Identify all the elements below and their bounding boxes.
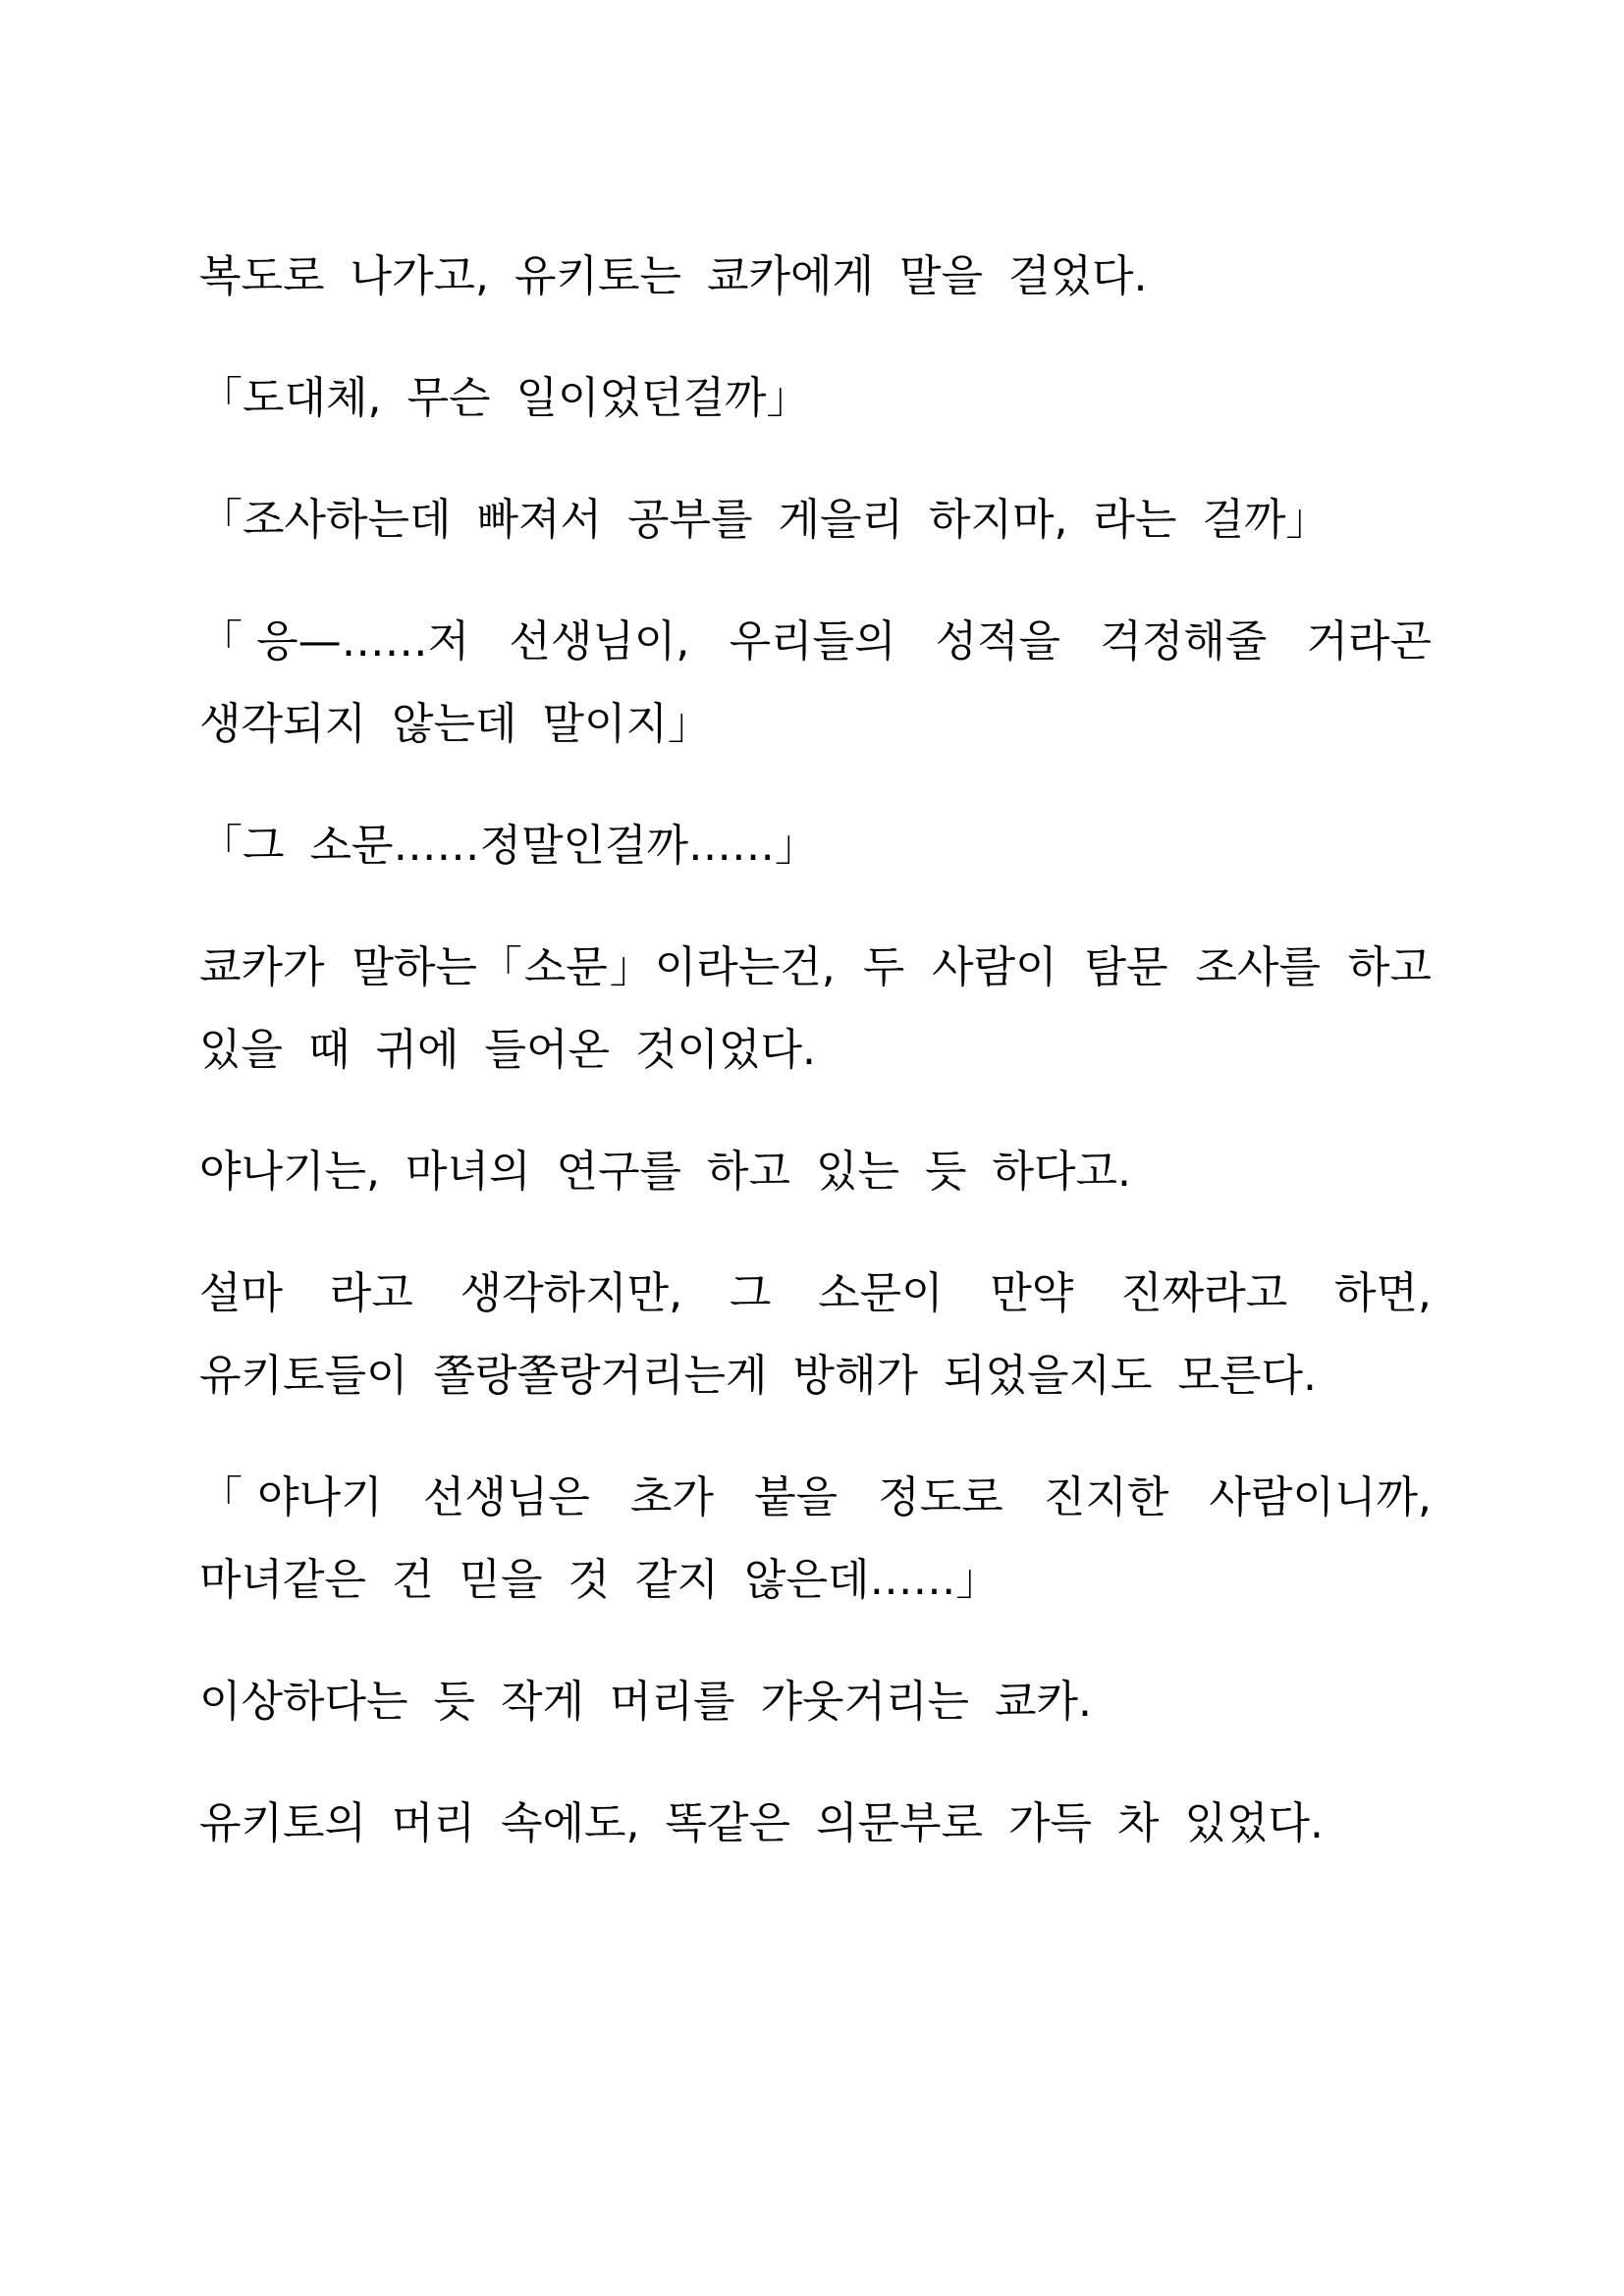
paragraph-8: 설마 라고 생각하지만, 그 소문이 만약 진짜라고 하면, 유키토들이 쫄랑쫄랑거리는게 방해가 되었을지도 모른다. [199,1268,1432,1401]
paragraph-4: 「응—……저 선생님이, 우리들의 성적을 걱정해줄 거라곤 생각되지 않는데 말이지」 [199,616,1432,749]
paragraph-5: 「그 소문……정말인걸까……」 [199,821,819,871]
paragraph-6: 쿄카가 말하는「소문」이라는건, 두 사람이 탐문 조사를 하고 있을 때 귀에 들어온 것이었다. [199,942,1432,1075]
paragraph-3: 「조사하는데 빠져서 공부를 게을리 하지마, 라는 걸까」 [199,495,1329,545]
paragraph-10: 이상하다는 듯 작게 머리를 갸웃거리는 쿄카. [199,1677,1092,1727]
paragraph-7: 야나기는, 마녀의 연구를 하고 있는 듯 하다고. [199,1147,1131,1197]
paragraph-11: 유키토의 머리 속에도, 똑같은 의문부로 가득 차 있었다. [199,1798,1324,1848]
paragraph-1: 복도로 나가고, 유키토는 쿄카에게 말을 걸었다. [199,251,1148,301]
paragraph-9: 「야나기 선생님은 초가 붙을 정도로 진지한 사람이니까, 마녀같은 건 믿을 것 같지 않은데……」 [199,1472,1432,1605]
paragraph-2: 「도대체, 무슨 일이었던걸까」 [199,373,810,423]
body-text [199,236,1432,1904]
